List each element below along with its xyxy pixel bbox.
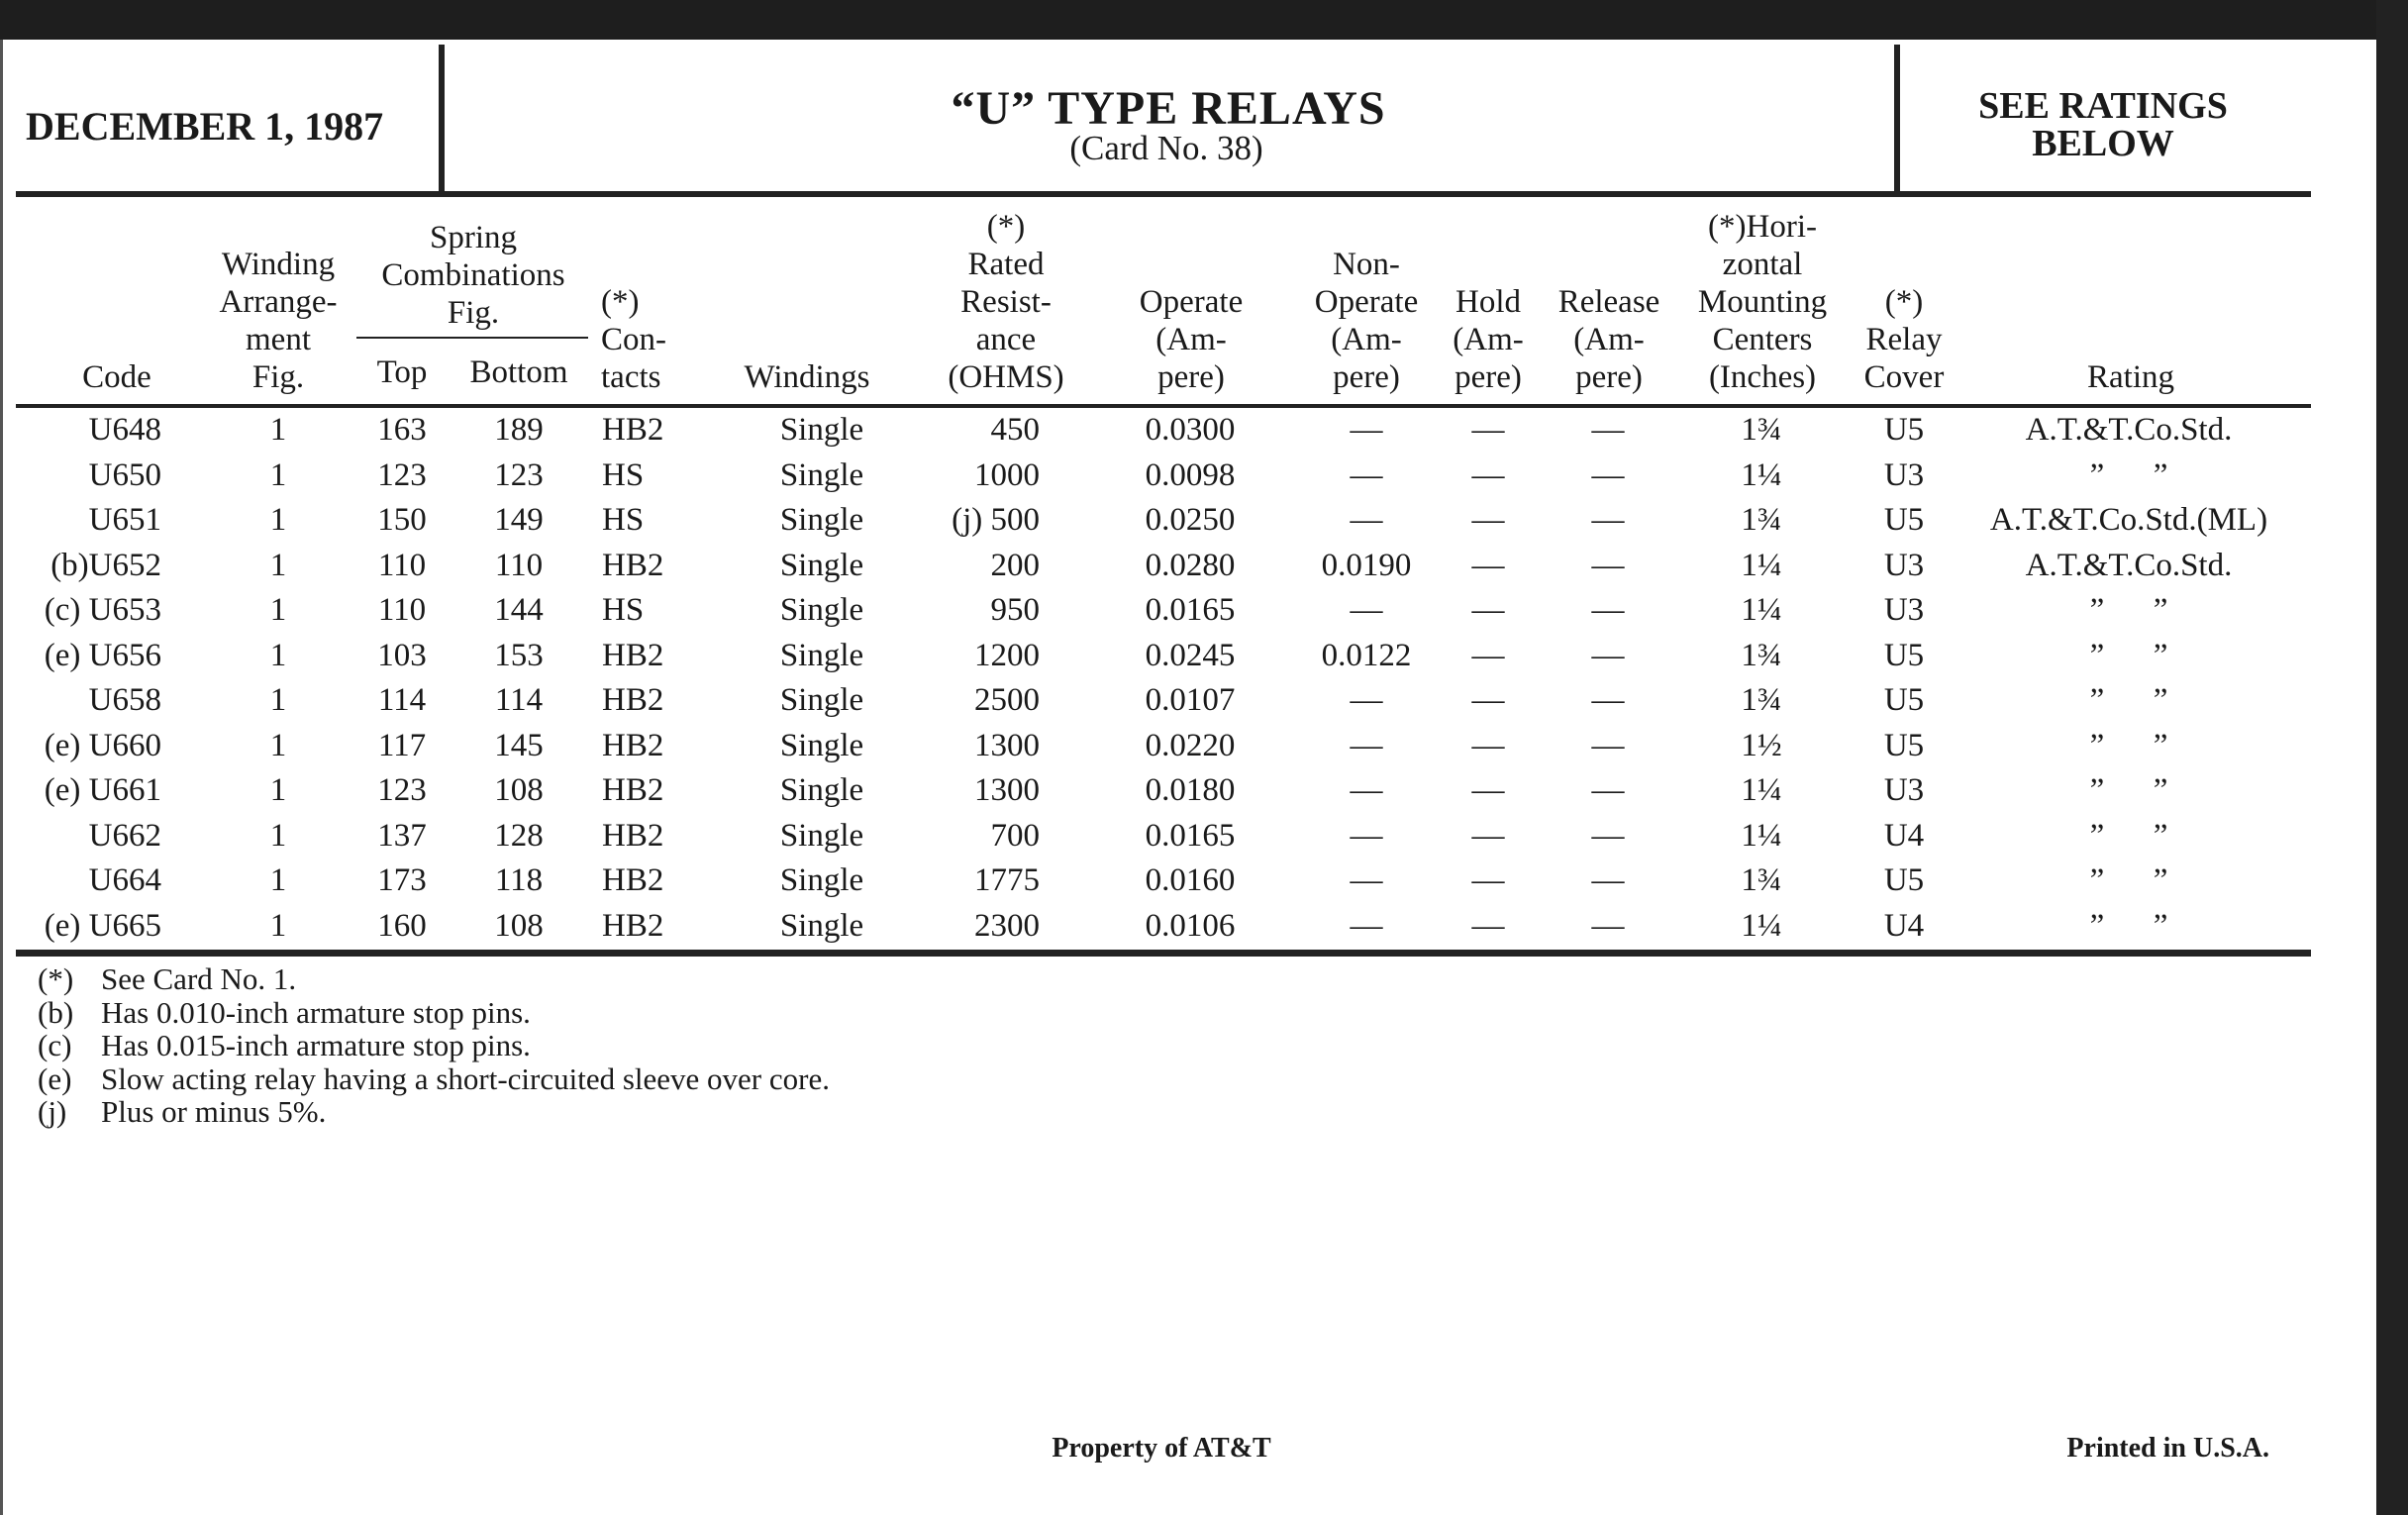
- cell-rating: ” ”: [2089, 862, 2168, 898]
- cell-mounting: 1¼: [1741, 547, 1782, 583]
- cell-windings: Single: [779, 862, 864, 898]
- col-release: Release (Am- pere): [1557, 284, 1660, 395]
- col-rated-resistance: (*) Rated Resist- ance (OHMS): [948, 209, 1064, 395]
- footnote: [38, 1062, 830, 1095]
- cell-contacts: HB2: [602, 547, 664, 583]
- cell-windings: Single: [779, 592, 864, 628]
- cell-code: U648: [88, 412, 161, 448]
- cell-mounting: 1¼: [1741, 592, 1782, 628]
- cell-contacts: HB2: [602, 682, 664, 718]
- cell-hold: —: [1471, 682, 1505, 718]
- cell-contacts: HS: [602, 456, 645, 493]
- cell-non-operate: —: [1350, 592, 1383, 628]
- cell-operate: 0.0300: [1145, 412, 1236, 448]
- cell-contacts: HB2: [602, 907, 664, 944]
- cell-top: 160: [377, 907, 427, 944]
- cell-non-operate: —: [1350, 817, 1383, 854]
- cell-resistance: 2300: [974, 907, 1040, 944]
- cell-contacts: HB2: [602, 637, 664, 673]
- cell-release: —: [1591, 456, 1625, 493]
- cell-top: 114: [377, 682, 427, 718]
- cell-resistance: 1775: [974, 862, 1040, 898]
- cell-windings: Single: [779, 682, 864, 718]
- cell-winding: 1: [269, 817, 287, 854]
- footnote-key: (e): [38, 1060, 72, 1096]
- cell-windings: Single: [779, 817, 864, 854]
- cell-code: U651: [88, 502, 161, 538]
- cell-cover: U5: [1883, 502, 1925, 538]
- cell-non-operate: 0.0122: [1321, 637, 1412, 673]
- cell-mounting: 1¼: [1741, 456, 1782, 493]
- cell-operate: 0.0220: [1145, 727, 1236, 763]
- cell-rating: A.T.&T.Co.Std.: [2025, 412, 2233, 448]
- cell-code: U664: [88, 862, 161, 898]
- footnote: [38, 1095, 326, 1128]
- col-top: Top: [376, 354, 428, 390]
- cell-winding: 1: [269, 637, 287, 673]
- cell-windings: Single: [779, 727, 864, 763]
- col-hold: Hold (Am- pere): [1453, 284, 1524, 395]
- cell-contacts: HB2: [602, 817, 664, 854]
- cell-hold: —: [1471, 502, 1505, 538]
- cell-windings: Single: [779, 456, 864, 493]
- col-mounting-centers: (*)Hori- zontal Mounting Centers (Inches): [1697, 209, 1828, 395]
- header-rule: [16, 191, 2311, 197]
- cell-rating: A.T.&T.Co.Std.(ML): [1989, 502, 2268, 538]
- cell-winding: 1: [269, 592, 287, 628]
- header-divider-left: [439, 45, 445, 193]
- cell-non-operate: —: [1350, 682, 1383, 718]
- cell-winding: 1: [269, 412, 287, 448]
- cell-operate: 0.0098: [1145, 456, 1236, 493]
- cell-non-operate: 0.0190: [1321, 547, 1412, 583]
- col-non-operate: Non- Operate (Am- pere): [1314, 247, 1419, 395]
- cell-release: —: [1591, 817, 1625, 854]
- cell-top: 173: [377, 862, 427, 898]
- cell-release: —: [1591, 727, 1625, 763]
- cell-mounting: 1¾: [1741, 412, 1782, 448]
- cell-windings: Single: [779, 907, 864, 944]
- cell-top: 110: [377, 547, 427, 583]
- cell-winding: 1: [269, 772, 287, 808]
- footnote: [38, 996, 531, 1029]
- cell-mounting: 1½: [1741, 727, 1782, 763]
- cell-non-operate: —: [1350, 727, 1383, 763]
- col-bottom: Bottom: [469, 354, 568, 390]
- cell-windings: Single: [779, 772, 864, 808]
- cell-bottom: 108: [494, 907, 544, 944]
- col-operate: Operate (Am- pere): [1139, 284, 1244, 395]
- cell-top: 110: [377, 592, 427, 628]
- cell-hold: —: [1471, 727, 1505, 763]
- cell-mounting: 1¼: [1741, 907, 1782, 944]
- cell-windings: Single: [779, 547, 864, 583]
- cell-release: —: [1591, 412, 1625, 448]
- cell-top: 103: [377, 637, 427, 673]
- card-number: (Card No. 38): [1069, 129, 1263, 167]
- cell-bottom: 118: [494, 862, 544, 898]
- footnote-text: Slow acting relay having a short-circuited sleeve over core.: [101, 1060, 830, 1096]
- cell-rating: ” ”: [2089, 456, 2168, 493]
- cell-non-operate: —: [1350, 862, 1383, 898]
- cell-cover: U4: [1883, 817, 1925, 854]
- cell-operate: 0.0106: [1145, 907, 1236, 944]
- cell-top: 123: [377, 456, 427, 493]
- cell-code: U662: [88, 817, 161, 854]
- cell-contacts: HB2: [602, 772, 664, 808]
- cell-contacts: HB2: [602, 412, 664, 448]
- cell-winding: 1: [269, 862, 287, 898]
- footnote-text: See Card No. 1.: [101, 961, 297, 996]
- cell-resistance: 950: [990, 592, 1040, 628]
- scan-top-border: [0, 0, 2408, 40]
- cell-release: —: [1591, 862, 1625, 898]
- cell-winding: 1: [269, 682, 287, 718]
- cell-cover: U3: [1883, 772, 1925, 808]
- cell-hold: —: [1471, 817, 1505, 854]
- cell-operate: 0.0165: [1145, 592, 1236, 628]
- cell-bottom: 123: [494, 456, 544, 493]
- cell-cover: U5: [1883, 727, 1925, 763]
- card-left-edge: [0, 40, 3, 1515]
- cell-cover: U5: [1883, 862, 1925, 898]
- cell-release: —: [1591, 547, 1625, 583]
- cell-rating: ” ”: [2089, 907, 2168, 944]
- cell-windings: Single: [779, 502, 864, 538]
- cell-rating: ” ”: [2089, 592, 2168, 628]
- cell-release: —: [1591, 637, 1625, 673]
- cell-cover: U5: [1883, 682, 1925, 718]
- cell-code: U658: [88, 682, 161, 718]
- cell-mounting: 1¼: [1741, 817, 1782, 854]
- cell-top: 163: [377, 412, 427, 448]
- cell-cover: U5: [1883, 412, 1925, 448]
- cell-hold: —: [1471, 637, 1505, 673]
- cell-cover: U3: [1883, 547, 1925, 583]
- table-bottom-rule: [16, 950, 2311, 957]
- cell-contacts: HS: [602, 502, 645, 538]
- col-spring-combinations: Spring Combinations Fig.: [381, 220, 565, 331]
- col-relay-cover: (*) Relay Cover: [1863, 284, 1945, 395]
- col-rating: Rating: [2087, 359, 2174, 395]
- cell-hold: —: [1471, 547, 1505, 583]
- cell-code: (e) U665: [44, 907, 161, 944]
- cell-resistance: 1300: [974, 772, 1040, 808]
- cell-hold: —: [1471, 456, 1505, 493]
- footnote: [38, 1029, 531, 1061]
- cell-operate: 0.0165: [1145, 817, 1236, 854]
- spring-group-rule: [356, 337, 588, 339]
- col-contacts: (*) Con- tacts: [601, 284, 666, 395]
- cell-code: (e) U656: [44, 637, 161, 673]
- cell-code: (e) U661: [44, 772, 161, 808]
- cell-windings: Single: [779, 637, 864, 673]
- cell-windings: Single: [779, 412, 864, 448]
- cell-bottom: 114: [494, 682, 544, 718]
- cell-code: U650: [88, 456, 161, 493]
- property-notice: Property of AT&T: [1052, 1433, 1271, 1464]
- cell-winding: 1: [269, 727, 287, 763]
- cell-rating: ” ”: [2089, 772, 2168, 808]
- cell-hold: —: [1471, 907, 1505, 944]
- cell-winding: 1: [269, 547, 287, 583]
- cell-bottom: 153: [494, 637, 544, 673]
- cell-top: 123: [377, 772, 427, 808]
- cell-release: —: [1591, 907, 1625, 944]
- cell-top: 150: [377, 502, 427, 538]
- cell-rating: ” ”: [2089, 637, 2168, 673]
- cell-contacts: HB2: [602, 727, 664, 763]
- card-title: “U” TYPE RELAYS: [951, 82, 1386, 135]
- cell-release: —: [1591, 502, 1625, 538]
- cell-mounting: 1¾: [1741, 502, 1782, 538]
- cell-hold: —: [1471, 862, 1505, 898]
- col-code: Code: [82, 359, 151, 395]
- cell-resistance: 1200: [974, 637, 1040, 673]
- header-divider-right: [1894, 45, 1900, 193]
- cell-resistance: 1000: [974, 456, 1040, 493]
- footnote-text: Has 0.015-inch armature stop pins.: [101, 1028, 531, 1062]
- footnote-text: Plus or minus 5%.: [101, 1094, 327, 1129]
- cell-non-operate: —: [1350, 456, 1383, 493]
- cell-contacts: HS: [602, 592, 645, 628]
- cell-non-operate: —: [1350, 412, 1383, 448]
- footnote-key: (j): [38, 1094, 67, 1129]
- cell-winding: 1: [269, 456, 287, 493]
- cell-code: (e) U660: [44, 727, 161, 763]
- cell-bottom: 128: [494, 817, 544, 854]
- cell-resistance: 200: [990, 547, 1040, 583]
- scan-right-border: [2376, 0, 2408, 1515]
- cell-top: 117: [377, 727, 427, 763]
- cell-rating: ” ”: [2089, 682, 2168, 718]
- cell-operate: 0.0245: [1145, 637, 1236, 673]
- cell-release: —: [1591, 772, 1625, 808]
- cell-resistance: 2500: [974, 682, 1040, 718]
- col-windings: Windings: [744, 359, 870, 395]
- cell-cover: U3: [1883, 592, 1925, 628]
- cell-contacts: HB2: [602, 862, 664, 898]
- footnote-key: (*): [38, 961, 74, 996]
- cell-release: —: [1591, 592, 1625, 628]
- cell-operate: 0.0280: [1145, 547, 1236, 583]
- cell-cover: U4: [1883, 907, 1925, 944]
- card-date: DECEMBER 1, 1987: [26, 104, 384, 149]
- col-winding-arrangement: Winding Arrange- ment Fig.: [219, 247, 338, 395]
- cell-non-operate: —: [1350, 502, 1383, 538]
- footnote-text: Has 0.010-inch armature stop pins.: [101, 994, 531, 1030]
- cell-winding: 1: [269, 502, 287, 538]
- cell-bottom: 149: [494, 502, 544, 538]
- cell-mounting: 1¾: [1741, 862, 1782, 898]
- cell-resistance: 700: [990, 817, 1040, 854]
- ratings-note: SEE RATINGS BELOW: [1978, 85, 2228, 164]
- cell-rating: A.T.&T.Co.Std.: [2025, 547, 2233, 583]
- cell-winding: 1: [269, 907, 287, 944]
- cell-operate: 0.0250: [1145, 502, 1236, 538]
- cell-non-operate: —: [1350, 907, 1383, 944]
- cell-code: (b)U652: [50, 547, 161, 583]
- cell-mounting: 1¼: [1741, 772, 1782, 808]
- cell-rating: ” ”: [2089, 727, 2168, 763]
- footnote: [38, 962, 296, 995]
- cell-hold: —: [1471, 592, 1505, 628]
- cell-operate: 0.0160: [1145, 862, 1236, 898]
- cell-cover: U3: [1883, 456, 1925, 493]
- cell-bottom: 189: [494, 412, 544, 448]
- footnote-key: (b): [38, 994, 74, 1030]
- cell-hold: —: [1471, 412, 1505, 448]
- cell-bottom: 144: [494, 592, 544, 628]
- cell-resistance: 450: [990, 412, 1040, 448]
- cell-cover: U5: [1883, 637, 1925, 673]
- cell-hold: —: [1471, 772, 1505, 808]
- cell-bottom: 108: [494, 772, 544, 808]
- cell-resistance: 1300: [974, 727, 1040, 763]
- cell-bottom: 110: [494, 547, 544, 583]
- cell-top: 137: [377, 817, 427, 854]
- printed-notice: Printed in U.S.A.: [2066, 1433, 2269, 1464]
- cell-non-operate: —: [1350, 772, 1383, 808]
- cell-operate: 0.0180: [1145, 772, 1236, 808]
- cell-bottom: 145: [494, 727, 544, 763]
- cell-release: —: [1591, 682, 1625, 718]
- footnote-key: (c): [38, 1028, 72, 1062]
- cell-code: (c) U653: [44, 592, 161, 628]
- cell-mounting: 1¾: [1741, 682, 1782, 718]
- column-header-rule: [16, 404, 2311, 408]
- cell-mounting: 1¾: [1741, 637, 1782, 673]
- cell-resistance: (j) 500: [952, 502, 1040, 538]
- cell-rating: ” ”: [2089, 817, 2168, 854]
- cell-operate: 0.0107: [1145, 682, 1236, 718]
